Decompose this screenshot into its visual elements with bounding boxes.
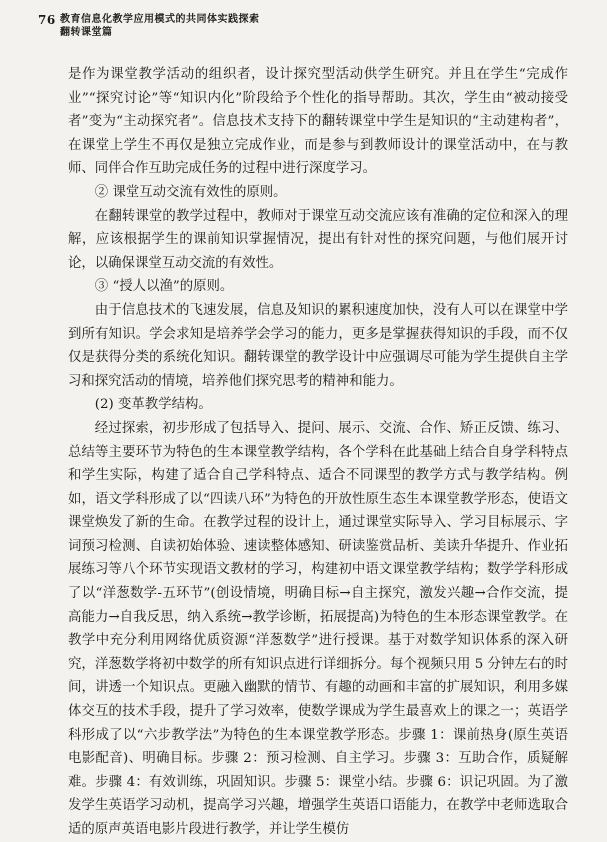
body-text	[68, 63, 568, 842]
running-head	[60, 13, 260, 39]
paragraph: 经过探索，初步形成了包括导入、提问、展示、交流、合作、矫正反馈、练习、总结等主要环节为特色的生本课堂教学结构，各个学科在此基础上结合自身学科特点和学生实际，构建了适合自己学科特点、适合不同课型的教学方式与教学结构。例如，语文学科形成了以“四读八环”为特色的开放性原生态生本课堂教学形态，使语文课堂焕发了新的生命。在教学过程的设计上，通过课堂实际导入、学习目标展示、字词预习检测、自读初始体验、速读整体感知、研读鉴赏品析、美读升华提升、作业拓展练习等八个环节实现语文教材的学习，构建初中语文课堂教学结构；数学学科形成了以“洋葱数学-五环节”(创设情境，明确目标→自主探究，激发兴趣→合作交流，提高能力→自我反思，纳入系统→教学诊断，拓展提高)为特色的生本形态课堂教学。在教学中充分利用网络优质资源“洋葱数学”进行授课。基于对数学知识体系的深入研究，洋葱数学将初中数学的所有知识点进行详细拆分。每个视频只用 5 分钟左右的时间，讲透一个知识点。更融入幽默的情节、有趣的动画和丰富的扩展知识，利用多媒体交互的技术手段，提升了学习效率，使数学课成为学生最喜欢上的课之一；英语学科形成了以“六步教学法”为特色的生本课堂教学形态。步骤 1：课前热身(原生英语电影配音)、明确目标。步骤 2：预习检测、自主学习。步骤 3：互助合作，质疑解难。步骤 4：有效训练，巩固知识。步骤 5：课堂小结。步骤 6：识记巩固。为了激发学生英语学习动机，提高学习兴趣，增强学生英语口语能力，在教学中老师选取合适的原声英语电影片段进行教学，并让学生模仿	[68, 420, 568, 837]
page-number: 76	[38, 13, 56, 27]
section-title: 翻转课堂篇	[60, 27, 113, 38]
paragraph-continued: 是作为课堂教学活动的组织者，设计探究型活动供学生研究。并且在学生“完成作业”“探究讨论”等“知识内化”阶段给予个性化的指导帮助。其次，学生由“被动接受者”变为“主动探究者”。信息技术支持下的翻转课堂中学生是知识的“主动建构者”，在课堂上学生不再仅是独立完成作业，而是参与到教师设计的课堂活动中，在与教师、同伴合作互助完成任务的过程中进行深度学习。	[68, 67, 568, 177]
principle-heading-2: ② 课堂互动交流有效性的原则。	[94, 184, 287, 200]
paragraph: 在翻转课堂的教学过程中，教师对于课堂互动交流应该有准确的定位和深入的理解，应该根据学生的课前知识掌握情况，提出有针对性的探究问题，与他们展开讨论，以确保课堂互动交流的有效性。	[68, 208, 568, 271]
paragraph: 由于信息技术的飞速发展，信息及知识的累积速度加快，没有人可以在课堂中学到所有知识。学会求知是培养学会学习的能力，更多是掌握获得知识的手段，而不仅仅是获得分类的系统化知识。翻转课堂的教学设计中应强调尽可能为学生提供自主学习和探究活动的情境，培养他们探究思考的精神和能力。	[68, 302, 568, 389]
principle-heading-3: ③ “授人以渔”的原则。	[94, 279, 234, 295]
section-heading-2: (2) 变革教学结构。	[94, 397, 212, 413]
book-title: 教育信息化教学应用模式的共同体实践探索	[60, 14, 260, 25]
